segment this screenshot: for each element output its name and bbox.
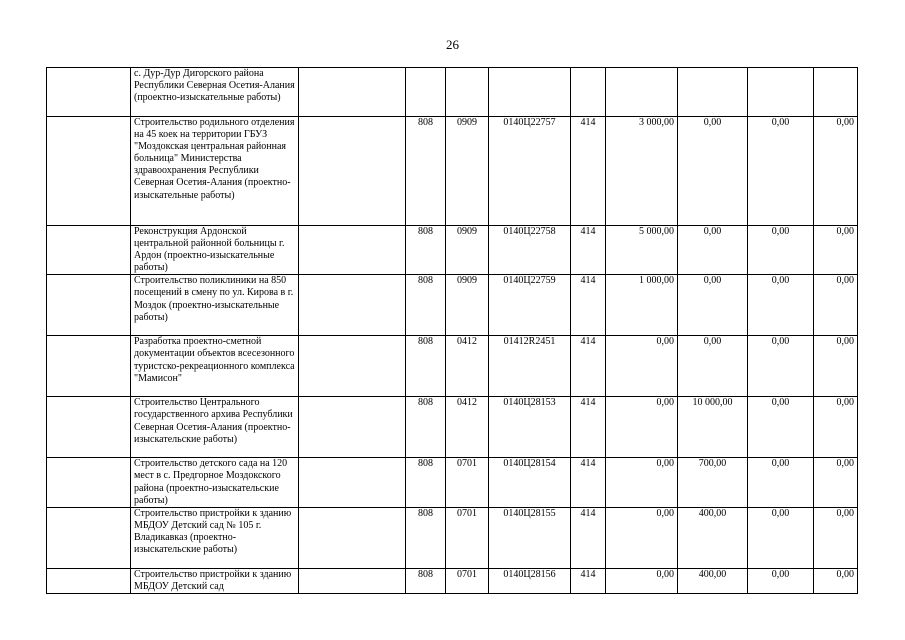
target-article-cell: 0140Ц22759 [489,275,571,336]
amount-year2-cell: 400,00 [678,568,748,593]
amount-year3-cell: 0,00 [748,117,814,226]
table-row [47,507,858,568]
empty-cell [299,68,406,117]
amount-year2-cell: 0,00 [678,117,748,226]
expense-type-cell: 414 [571,226,606,275]
amount-year4-cell: 0,00 [814,568,858,593]
section-code-cell: 0701 [446,568,489,593]
section-code-cell [446,68,489,117]
amount-year2-cell: 400,00 [678,507,748,568]
row-number-cell [47,336,131,397]
table-row [47,275,858,336]
row-number-cell [47,68,131,117]
amount-year1-cell: 3 000,00 [606,117,678,226]
amount-year3-cell: 0,00 [748,507,814,568]
table-row [47,68,858,117]
object-name-cell: с. Дур-Дур Дигорского района Республики Северная Осетия-Алания (проектно-изыскательные работы) [131,68,299,117]
amount-year4-cell: 0,00 [814,117,858,226]
amount-year2-cell: 0,00 [678,275,748,336]
amount-year4-cell: 0,00 [814,507,858,568]
amount-year2-cell: 0,00 [678,336,748,397]
empty-cell [299,397,406,458]
row-number-cell [47,568,131,593]
expense-type-cell: 414 [571,397,606,458]
amount-year4-cell: 0,00 [814,458,858,507]
amount-year3-cell: 0,00 [748,568,814,593]
empty-cell [299,226,406,275]
section-code-cell: 0412 [446,336,489,397]
amount-year1-cell: 1 000,00 [606,275,678,336]
table-row [47,458,858,507]
amount-year3-cell: 0,00 [748,458,814,507]
expense-type-cell: 414 [571,507,606,568]
target-article-cell [489,68,571,117]
expense-type-cell [571,68,606,117]
target-article-cell: 0140Ц28154 [489,458,571,507]
row-number-cell [47,117,131,226]
target-article-cell: 0140Ц28156 [489,568,571,593]
amount-year1-cell: 0,00 [606,568,678,593]
amount-year1-cell: 0,00 [606,397,678,458]
amount-year4-cell: 0,00 [814,397,858,458]
target-article-cell: 0140Ц22758 [489,226,571,275]
row-number-cell [47,226,131,275]
object-name-cell: Реконструкция Ардонской центральной районной больницы г. Ардон (проектно-изыскательные работы) [131,226,299,275]
amount-year1-cell: 5 000,00 [606,226,678,275]
object-name-cell: Строительство детского сада на 120 мест в с. Предгорное Моздокского района (проектно-изыскательские работы) [131,458,299,507]
section-code-cell: 0909 [446,226,489,275]
section-code-cell: 0701 [446,507,489,568]
amount-year4-cell: 0,00 [814,336,858,397]
empty-cell [299,275,406,336]
amount-year2-cell: 0,00 [678,226,748,275]
amount-year1-cell: 0,00 [606,336,678,397]
ministry-code-cell: 808 [406,226,446,275]
section-code-cell: 0909 [446,275,489,336]
row-number-cell [47,507,131,568]
amount-year1-cell: 0,00 [606,458,678,507]
empty-cell [299,117,406,226]
section-code-cell: 0909 [446,117,489,226]
ministry-code-cell: 808 [406,458,446,507]
amount-year3-cell: 0,00 [748,336,814,397]
empty-cell [299,336,406,397]
amount-year3-cell: 0,00 [748,397,814,458]
ministry-code-cell: 808 [406,117,446,226]
ministry-code-cell: 808 [406,568,446,593]
object-name-cell: Строительство родильного отделения на 45 коек на территории ГБУЗ "Моздокская центральная районная больница" Министерства здравоохранения Республики Северная Осетия-Алания (проектно-изыскательные работы) [131,117,299,226]
row-number-cell [47,397,131,458]
row-number-cell [47,275,131,336]
table-row [47,568,858,593]
expense-type-cell: 414 [571,117,606,226]
amount-year4-cell [814,68,858,117]
target-article-cell: 01412R2451 [489,336,571,397]
amount-year3-cell: 0,00 [748,275,814,336]
target-article-cell: 0140Ц28153 [489,397,571,458]
target-article-cell: 0140Ц22757 [489,117,571,226]
budget-table [46,67,858,594]
section-code-cell: 0412 [446,397,489,458]
row-number-cell [47,458,131,507]
amount-year3-cell [748,68,814,117]
amount-year2-cell: 10 000,00 [678,397,748,458]
object-name-cell: Строительство поликлиники на 850 посещений в смену по ул. Кирова в г. Моздок (проектно-изыскательные работы) [131,275,299,336]
object-name-cell: Разработка проектно-сметной документации объектов всесезонного туристско-рекреационного комплекса "Мамисон" [131,336,299,397]
object-name-cell: Строительство пристройки к зданию МБДОУ Детский сад № 105 г. Владикавказ (проектно-изыскательские работы) [131,507,299,568]
amount-year1-cell: 0,00 [606,507,678,568]
page-number: 26 [446,37,459,52]
amount-year4-cell: 0,00 [814,275,858,336]
empty-cell [299,507,406,568]
table-row [47,336,858,397]
expense-type-cell: 414 [571,458,606,507]
amount-year1-cell [606,68,678,117]
ministry-code-cell: 808 [406,397,446,458]
expense-type-cell: 414 [571,275,606,336]
table-row [47,226,858,275]
empty-cell [299,458,406,507]
amount-year3-cell: 0,00 [748,226,814,275]
empty-cell [299,568,406,593]
ministry-code-cell: 808 [406,507,446,568]
amount-year4-cell: 0,00 [814,226,858,275]
expense-type-cell: 414 [571,336,606,397]
object-name-cell: Строительство пристройки к зданию МБДОУ Детский сад [131,568,299,593]
amount-year2-cell: 700,00 [678,458,748,507]
table-row [47,117,858,226]
table-row [47,397,858,458]
section-code-cell: 0701 [446,458,489,507]
target-article-cell: 0140Ц28155 [489,507,571,568]
ministry-code-cell: 808 [406,336,446,397]
object-name-cell: Строительство Центрального государственного архива Республики Северная Осетия-Алания (проектно-изыскательские работы) [131,397,299,458]
ministry-code-cell: 808 [406,275,446,336]
ministry-code-cell [406,68,446,117]
amount-year2-cell [678,68,748,117]
expense-type-cell: 414 [571,568,606,593]
